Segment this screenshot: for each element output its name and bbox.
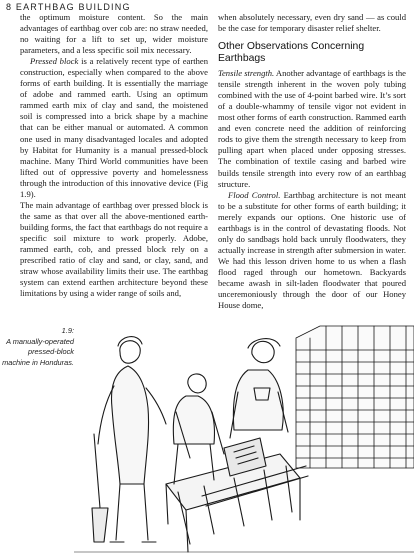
section-heading: Other Observations Concerning Earthbags	[218, 41, 365, 65]
figure-number: 1.9:	[61, 326, 74, 335]
paragraph-tensile-strength	[218, 68, 406, 190]
paragraph: the optimum moisture content. So the main advantages of earthbag over cob are: no straw needed, no waiting for a lift to set up, wider moisture parameters, and a less specific soil mix necessary.	[20, 12, 208, 56]
paragraph-body: is a relatively recent type of earthen construction, especially when compared to the above forms of earth building. It is essentially the marriage of adobe and rammed earth. Using an optimum rammed earth mix of clay and sand, the moistened soil is compressed into a brick shape by a machine that can be either manual or automated. A common one used in many disadvantaged locales and adopted by Habitat for Humanity is a manual pressed-block machine. Many Third World communities have been lifted out of oppressive poverty and homelessness through the introduction of this innovative device (Fig 1.9).	[20, 56, 209, 199]
paragraph: when absolutely necessary, even dry sand — as could be the case for temporary disaster relief shelter.	[218, 12, 406, 34]
figure-caption-text: A manually-operated pressed-block machine in Honduras.	[2, 336, 74, 367]
paragraph: The main advantage of earthbag over pressed block is the same as that over all the above-mentioned earth-building forms, the fact that earthbags do not require a specific soil mixture to work properly. Adobe, rammed earth, cob, and pressed block rely on a prescribed ratio of clay and sand, or clay, sand, and straw whose availability limits their use. The earthbag system can extend earthen architecture beyond these limitations by using a wider range of soils and,	[20, 199, 208, 299]
press-machine-illustration	[166, 438, 308, 552]
paragraph-body: Another advantage of earthbags is the tensile strength inherent in the woven poly tubing combined with the use of 4-point barbed wire. It’s sort of a double-whammy of tensile vigor not evident in most other forms of earth construction. Rammed earth and even concrete need the addition of reinforcing rods to give them the strength necessary to keep from pulling apart when placed under opposing stresses. The combination of textile casing and barbed wire builds tensile strength into every row of an earthbag structure.	[218, 68, 406, 189]
right-column	[218, 12, 406, 311]
left-column	[20, 12, 208, 299]
figure-illustration	[74, 308, 414, 554]
figure-caption	[2, 326, 74, 368]
paragraph-term: Pressed block	[30, 56, 79, 67]
worker-middle-illustration	[173, 374, 224, 484]
paragraph-pressed-block	[20, 56, 208, 200]
paragraph-flood-control	[218, 190, 406, 312]
paragraph-term: Tensile strength.	[218, 68, 275, 79]
running-head: 8 EARTHBAG BUILDING	[6, 2, 131, 12]
block-stacks-illustration	[296, 326, 414, 468]
paragraph-term: Flood Control.	[228, 189, 281, 200]
worker-with-shovel-illustration	[92, 337, 166, 542]
paragraph-body: Earthbag architecture is not meant to be a substitute for other forms of earth building; it merely expands our options. One historic use of earthbags is in the control of devastating floods. Not only do sandbags hold back unruly floodwaters, they actually increase in strength after submersion in water. We had this lesson driven home to us when a flash flood raged through our hometown. Backyards became awash in silt-laden floodwater that poured unceremoniously through the door of our Honey House dome,	[218, 189, 406, 311]
worker-right-illustration	[230, 339, 288, 438]
